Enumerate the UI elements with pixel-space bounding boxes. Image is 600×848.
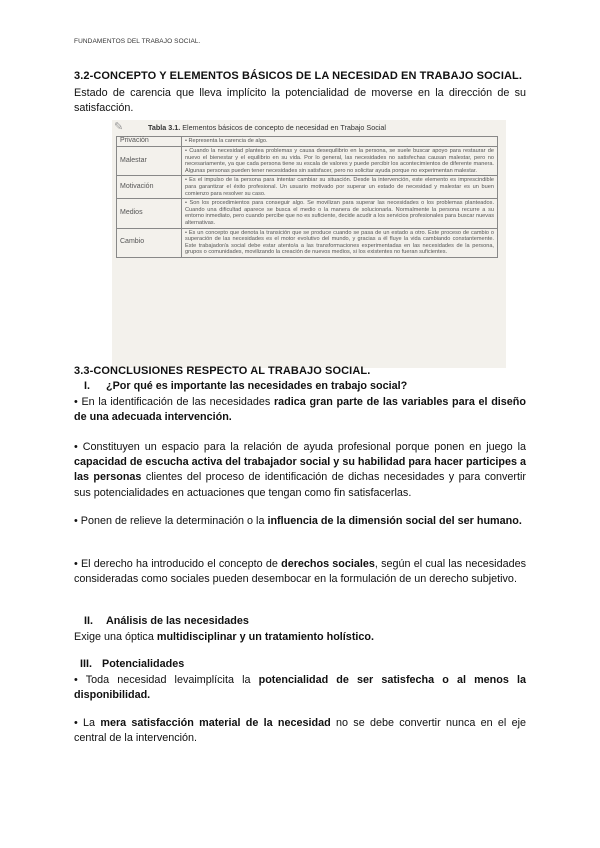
table-row bbox=[117, 137, 498, 147]
subheading-needs-analysis bbox=[84, 615, 249, 627]
table-row bbox=[117, 147, 498, 176]
subheading-potentialities bbox=[80, 658, 184, 670]
text-run: • Ponen de relieve la determinación o la bbox=[74, 515, 268, 527]
paragraph-social-rights bbox=[74, 557, 526, 587]
text-run: no se debe convertir nunca en el eje central de la intervención. bbox=[74, 717, 526, 745]
subheading-number: I. bbox=[84, 380, 90, 392]
text-run: • En la identificación de las necesidades bbox=[74, 396, 274, 408]
running-header: FUNDAMENTOS DEL TRABAJO SOCIAL. bbox=[74, 38, 201, 45]
text-run: • El derecho ha introducido el concepto de bbox=[74, 558, 282, 570]
row-label: Privación bbox=[117, 137, 182, 147]
text-run: • Toda necesidad levaimplícita la bbox=[74, 674, 259, 686]
table-caption bbox=[148, 123, 386, 132]
table-row bbox=[117, 228, 498, 257]
bold-run: mera satisfacción material de la necesidad bbox=[100, 717, 331, 729]
section-3-2-heading: 3.2-CONCEPTO Y ELEMENTOS BÁSICOS DE LA NECESIDAD EN TRABAJO SOCIAL. bbox=[74, 70, 522, 82]
scanned-table-image bbox=[112, 120, 506, 368]
bold-run: radica gran parte de las variables para el diseño de una adecuada intervención. bbox=[74, 396, 526, 424]
pen-mark-icon: ✎ bbox=[114, 121, 124, 133]
row-label: Cambio bbox=[117, 228, 182, 257]
paragraph-material-satisfaction bbox=[74, 716, 526, 746]
paragraph-helping-relationship bbox=[74, 440, 526, 501]
row-label: Medios bbox=[117, 199, 182, 228]
row-text: • Cuando la necesidad plantea problemas y causa desequilibrio en la persona, se suele buscar apoyo para restaurar de nuevo el bienestar y el equilibrio en su vida. Por lo general, las necesidades no satisfechas causan malestar, pero no necesariamente, ya que cada persona tiene su escala de valores y puede percibir los acontecimientos de diferente manera. Algunas personas pueden tener necesidades sin satisfacer, pero no solicitar ayuda porque no experimentan malestar. bbox=[182, 147, 498, 176]
section-3-3-heading: 3.3-CONCLUSIONES RESPECTO AL TRABAJO SOCIAL. bbox=[74, 365, 371, 377]
bold-run: derechos sociales bbox=[281, 558, 375, 570]
row-text: • Son los procedimientos para conseguir algo. Se movilizan para superar las necesidades o los problemas planteados. Cuando una dificultad aparece se busca el medio o la manera de solucionarla. Normalmente la persona recurre a su entorno inmediato, pero cuando percibe que no es suficiente, decide acudir a los servicios profesionales para buscar nuevas alternativas. bbox=[182, 199, 498, 228]
bold-run: multidisciplinar y un tratamiento holístico. bbox=[156, 631, 375, 643]
bold-run: capacidad de escucha activa del trabajador social y su habilidad para hacer participes a las personas bbox=[74, 456, 526, 484]
row-label: Motivación bbox=[117, 176, 182, 199]
subheading-number: III. bbox=[80, 658, 92, 670]
subheading-number: II. bbox=[84, 615, 93, 627]
text-run: • La bbox=[74, 717, 101, 729]
text-run: clientes del proceso de identificación de dichas necesidades y para convertir sus potencialidades en actuaciones que tengan como fin satisfacerlas. bbox=[74, 471, 526, 499]
row-text: • Representa la carencia de algo. bbox=[182, 137, 498, 147]
text-run: Exige una óptica bbox=[74, 631, 157, 643]
text-run: • Constituyen un espacio para la relación de ayuda profesional porque ponen en juego la bbox=[74, 441, 526, 453]
need-definition: Estado de carencia que lleva implícito la potencialidad de moverse en la dirección de su satisfacción. bbox=[74, 87, 526, 115]
row-label: Malestar bbox=[117, 147, 182, 176]
table-caption-text: Elementos básicos de concepto de necesidad en Trabajo Social bbox=[180, 123, 387, 132]
subheading-title: ¿Por qué es importante las necesidades en trabajo social? bbox=[106, 380, 408, 392]
subheading-title: Análisis de las necesidades bbox=[106, 615, 249, 627]
paragraph-multidisciplinary bbox=[74, 630, 526, 645]
bold-run: influencia de la dimensión social del ser humano. bbox=[267, 515, 522, 527]
table-row bbox=[117, 176, 498, 199]
subheading-title: Potencialidades bbox=[102, 658, 185, 670]
paragraph-social-dimension bbox=[74, 514, 526, 529]
needs-elements-table bbox=[116, 136, 498, 258]
subheading-why-important bbox=[84, 380, 407, 392]
row-text: • Es el impulso de la persona para intentar cambiar su situación. Desde la intervención, este elemento es imprescindible para garantizar el éxito profesional. Un usuario motivado por superar un estado de necesidad y malestar es un buen comienzo para resolver su caso. bbox=[182, 176, 498, 199]
paragraph-identification bbox=[74, 395, 526, 425]
table-caption-label: Tabla 3.1. bbox=[148, 123, 181, 132]
paragraph-potential-satisfaction bbox=[74, 673, 526, 703]
table-row bbox=[117, 199, 498, 228]
text-run: , según el cual las necesidades consideradas como sociales pueden desembocar en la formulación de un derecho subjetivo. bbox=[74, 558, 526, 586]
row-text: • Es un concepto que denota la transición que se produce cuando se pasa de un estado a otro. Este proceso de cambio o superación de las necesidades es el motor evolutivo del mundo, y gracias a él fluye la vida cambiando constantemente. Este trabajador/a social debe estar atento/a a las transformaciones experimentadas en las necesidades de la persona, grupos o comunidades, movilizando la creación de nuevos medios, si los existentes no fueran suficientes. bbox=[182, 228, 498, 257]
bold-run: potencialidad de ser satisfecha o al menos la disponibilidad. bbox=[74, 674, 526, 702]
